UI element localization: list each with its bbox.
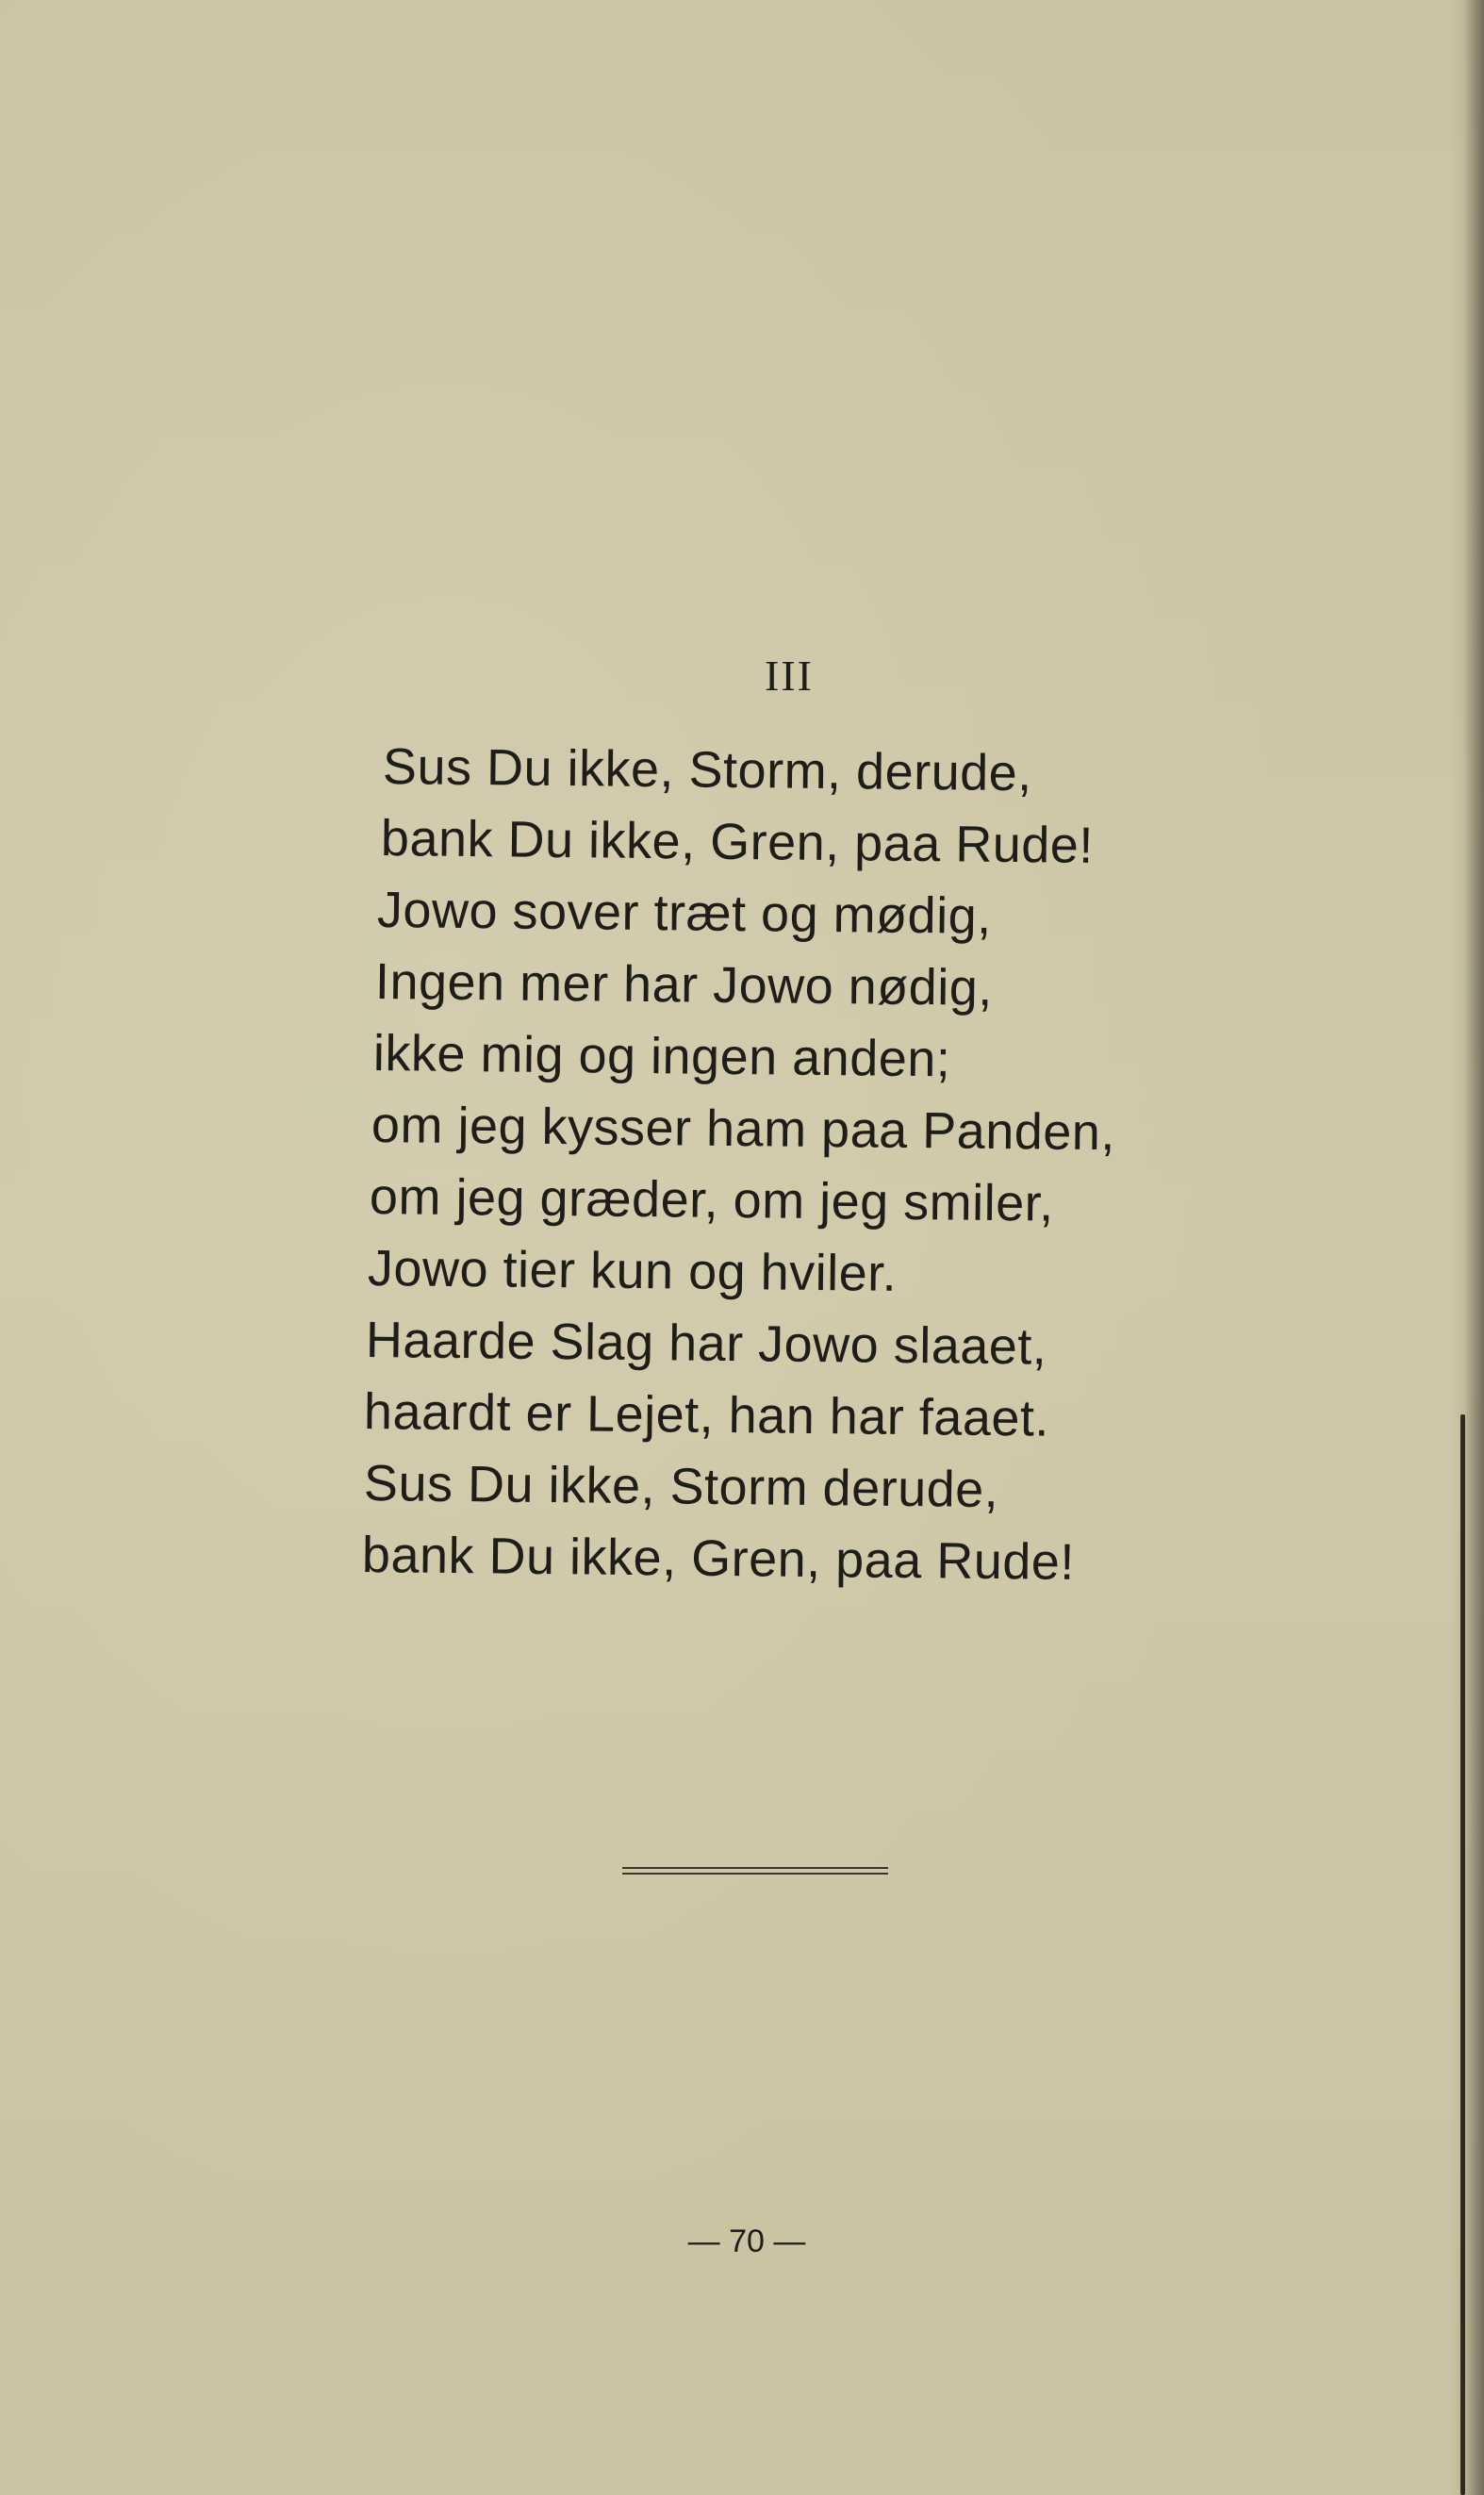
- poem-line: Haarde Slag har Jowo slaaet,: [365, 1312, 1047, 1376]
- poem-line: haardt er Lejet, han har faaet.: [363, 1383, 1050, 1447]
- poem-line: Sus Du ikke, Storm derude,: [363, 1455, 999, 1519]
- rule-line-bottom: [622, 1873, 888, 1875]
- page-number: — 70 —: [687, 2223, 806, 2259]
- poem-line: bank Du ikke, Gren, paa Rude!: [380, 810, 1095, 874]
- poem-line: ikke mig og ingen anden;: [372, 1025, 951, 1088]
- poem-line: om jeg græder, om jeg smiler,: [369, 1168, 1055, 1232]
- poem-line: Sus Du ikke, Storm, derude,: [382, 738, 1033, 802]
- double-rule-divider: [622, 1867, 888, 1876]
- poem-line: Jowo tier kun og hviler.: [367, 1240, 898, 1302]
- section-heading: III: [765, 652, 814, 700]
- poem-line: Jowo sover træt og mødig,: [376, 882, 993, 945]
- poem-line: bank Du ikke, Gren, paa Rude!: [361, 1527, 1076, 1591]
- rule-line-top: [622, 1867, 888, 1869]
- poem-line: om jeg kysser ham paa Panden,: [371, 1097, 1116, 1162]
- poem-line: Ingen mer har Jowo nødig,: [374, 953, 994, 1016]
